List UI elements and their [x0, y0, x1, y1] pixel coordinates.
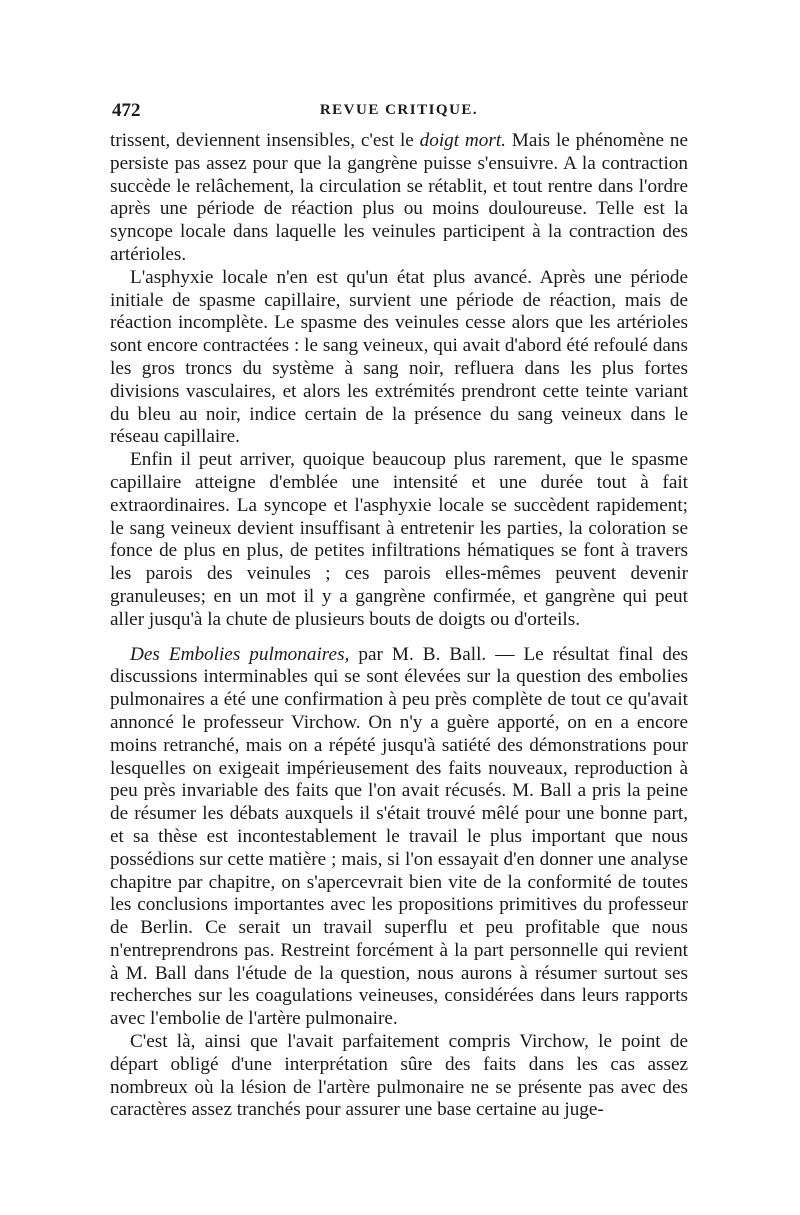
running-head: [110, 100, 688, 126]
paragraph-asphyxie-locale: [110, 267, 688, 449]
page-number: 472: [112, 100, 141, 121]
running-title: REVUE CRITIQUE.: [319, 102, 479, 118]
paragraph-syncope-locale: [110, 130, 688, 267]
paragraph-text: par M. B. Ball. — Le résultat final des discussions interminables qui se sont élevées sur la question des embolies pulmonaires a été une confirmation à peu près complète de tout ce qu'avait annoncé le professeur Virchow. On n'y a guère apporté, on en a encore moins retranché, mais on a répété jusqu'à satiété des démonstrations pour lesquelles on exigeait impérieusement des faits nouveaux, reproduction à peu près invariable des faits que l'on avait récusés. M. Ball a pris la peine de résumer les débats auxquels il s'était trouvé mêlé pour une bonne part, et sa thèse est incontestablement le travail le plus important que nous possédions sur cette matière ; mais, si l'on essayait d'en donner une analyse chapitre par chapitre, on s'apercevrait bien vite de la conformité de toutes les conclusions importantes avec les propositions primitives du professeur de Berlin. Ce serait un travail superflu et peu profitable que nous n'entreprendrons pas. Restreint forcément à la part personnelle qui revient à M. Ball dans l'étude de la question, nous aurons à résumer surtout ses recherches sur les coagulations veineuses, considérées dans leurs rapports avec l'embolie de l'artère pulmonaire.: [110, 643, 688, 1030]
section-title-embolies: Des Embolies pulmonaires,: [130, 643, 350, 665]
paragraph-gangrene: [110, 449, 688, 631]
paragraph-text: trissent, deviennent insensibles, c'est le: [110, 130, 420, 151]
paragraph-text: C'est là, ainsi que l'avait parfaitement compris Virchow, le point de départ obligé d'une interprétation sûre des faits dans les cas assez nombreux où la lésion de l'artère pulmonaire ne se présente pas avec des caractères assez tranchés pour assurer une base certaine au juge-: [110, 1031, 688, 1121]
paragraph-embolies-pulmonaires: [110, 644, 688, 1032]
paragraph-text: Mais le phénomène ne persiste pas assez pour que la gangrène puisse s'ensuivre. A la contraction succède le relâchement, la circulation se rétablit, et tout rentre dans l'ordre après une période de réaction plus ou moins douloureuse. Telle est la syncope locale dans laquelle les veinules participent à la contraction des artérioles.: [110, 130, 688, 265]
document-page: [110, 100, 688, 1122]
paragraph-virchow: [110, 1031, 688, 1122]
paragraph-text: L'asphyxie locale n'en est qu'un état plus avancé. Après une période initiale de spasme capillaire, survient une période de réaction, mais de réaction incomplète. Le spasme des veinules cesse alors que les artérioles sont encore contractées : le sang veineux, qui avait d'abord été refoulé dans les gros troncs du système à sang noir, refluera dans les plus fortes divisions vasculaires, et alors les extrémités prendront cette teinte variant du bleu au noir, indice certain de la présence du sang veineux dans le réseau capillaire.: [110, 266, 688, 448]
paragraph-text: Enfin il peut arriver, quoique beaucoup plus rarement, que le spasme capillaire atteigne d'emblée une intensité et une durée tout à fait extraordinaires. La syncope et l'asphyxie locale se succèdent rapidement; le sang veineux devient insuffisant à entretenir les parties, la coloration se fonce de plus en plus, de petites infiltrations hématiques se font à travers les parois des veinules ; ces parois elles-mêmes peuvent devenir granuleuses; en un mot il y a gangrène confirmée, et gangrène qui peut aller jusqu'à la chute de plusieurs bouts de doigts ou d'orteils.: [110, 449, 688, 630]
emphasis-doigt-mort: doigt mort.: [419, 130, 506, 151]
